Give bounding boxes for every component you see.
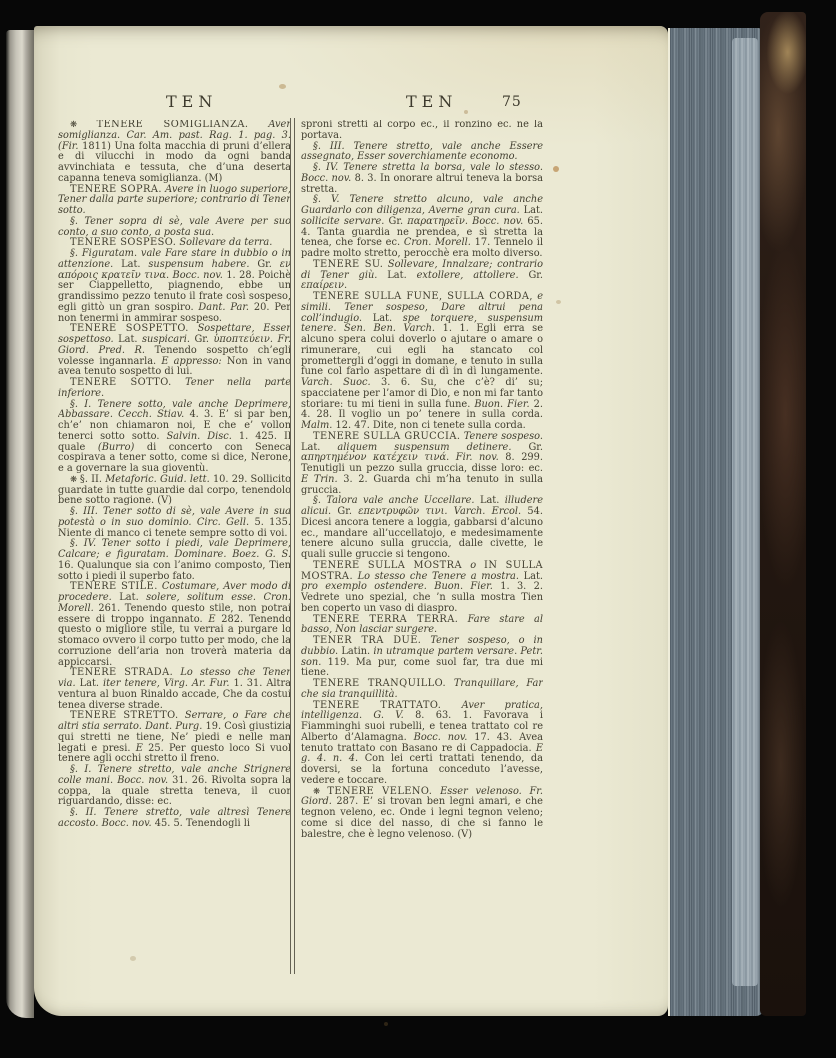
entry-headword: TENERE SOPRA. <box>70 183 162 195</box>
dictionary-paragraph <box>58 582 291 668</box>
entry-headword: TENERE VELENO. <box>327 785 433 797</box>
entry-headword: IN SULLA MOSTRA. <box>301 559 543 582</box>
text-run: Lo stesso che Tenere a mostra. <box>353 570 524 582</box>
dictionary-paragraph <box>301 561 543 615</box>
text-run: Lat. <box>79 678 103 689</box>
text-run: §. I. Tenere sotto, vale anche Deprimere, Abbassare. Cecch. Stiav. <box>58 398 291 421</box>
entry-headword: TENERE SOMIGLIANZA. <box>96 120 249 130</box>
text-run: 282. Tenendo questo o migliore stile, tu verrai a purgare lo stomaco ovvero il corpo tutto per modo, che la corruzione dell’aria non troverà materia da appiccarsi. <box>58 613 291 668</box>
text-run: §. V. Tenere stretto alcuno, vale anche Guardarlo con diligenza, Averne gran cura. <box>301 194 543 216</box>
entry-headword: TENERE TERRA TERRA. <box>313 613 459 625</box>
entry-headword: TENERE SU. <box>313 258 384 270</box>
text-column-left <box>58 120 291 972</box>
text-run: παρατηρεῖν. <box>407 215 473 227</box>
text-run: 16. Qualunque sia con l’animo composto, Tien sotto i piedi il superbo fato. <box>58 559 291 582</box>
text-run: in utramque partem versare. Petr. son. <box>301 645 543 668</box>
entry-headword: TENERE SOTTO. <box>70 377 172 388</box>
text-run: Bocc. nov. <box>472 215 528 227</box>
text-run: Tranquillare, Far che sia tranquillità. <box>301 678 543 700</box>
book-cover <box>760 12 806 1016</box>
text-run: §. IV. Tener sotto i piedi, vale Deprimere, Calcare; e figuratam. Dominare. Boez. G. S. <box>58 538 291 560</box>
text-run: Lat. <box>523 570 543 582</box>
dictionary-paragraph <box>58 378 291 400</box>
text-run: Esser velenoso. Fr. Giord. <box>301 785 543 808</box>
entry-headword: TENER TRA DUE. <box>313 635 422 646</box>
text-run: 3. 2. Guarda chi m’ha tenuto in sulla gruccia. <box>301 473 543 496</box>
text-column-right <box>301 120 543 972</box>
text-run: 10. 29. Sollicito guardate in tutte guardie dal corpo, tenendolo bene sotto ragione. (V) <box>58 473 291 507</box>
text-run: Fare stare al basso, Non lasciar surgere. <box>301 613 543 636</box>
text-run: Aver somiglianza. Car. Am. past. Rag. 1. pag. 3. (Fir. <box>58 120 291 152</box>
dictionary-paragraph <box>301 679 543 701</box>
book-page <box>34 26 668 1016</box>
text-run: Costumare, Aver modo di procedere. <box>58 581 291 603</box>
page-gutter-edge <box>6 30 34 1018</box>
text-run: Lat. <box>121 258 149 270</box>
text-run: suspicari. <box>141 334 195 345</box>
dictionary-paragraph <box>58 668 291 711</box>
text-run: 1. 425. Il quale <box>58 430 291 453</box>
dictionary-paragraph <box>58 765 291 808</box>
text-run: E <box>135 742 149 754</box>
text-run: 3. 6. Su, che c’è? di’ su; spacciatene per l’amor di Dio, e non mi far tanto storiare: tu mi tieni in sulla fune. <box>301 377 543 410</box>
dictionary-paragraph <box>58 185 291 217</box>
dictionary-paragraph <box>58 249 291 324</box>
fore-edge-light-band <box>732 38 758 986</box>
text-run: Sollevare, Innalzare; contrario di Tener giù. <box>301 258 543 281</box>
text-run: Fir. nov. <box>455 452 506 464</box>
text-run: ❋ <box>70 474 80 485</box>
text-run: επαίρειν. <box>301 280 348 292</box>
text-run: 4. 3. E’ si par ben, ch’e’ non chiamaron noi, E che e’ vollon tenerci sotto sotto. <box>58 409 291 442</box>
text-run: 17. 43. Avea tenuto trattato con Basano re di Cappadocia. <box>301 731 543 754</box>
text-run: 261. Tenendo questo stile, non potrai essere di troppo ingannato. <box>58 602 291 625</box>
text-run: Varch. Ercol. <box>453 506 528 517</box>
dictionary-paragraph <box>301 432 543 497</box>
text-run: Dant. Par. <box>198 301 254 313</box>
text-run: Buon. Fier. <box>474 398 534 410</box>
dictionary-paragraph <box>58 324 291 378</box>
text-run: §. III. Tenere stretto, vale anche Essere assegnato, Esser soverchiamente economo. <box>301 140 543 163</box>
text-run: Latin. <box>341 645 374 657</box>
text-run: Lat. <box>523 205 543 216</box>
text-run: Salvin. Disc. <box>166 430 239 442</box>
text-run: Malm. <box>301 420 336 431</box>
entry-headword: TENERE SOSPETTO. <box>70 323 189 335</box>
text-run: solere, solitum esse. Cron. Morell. <box>58 592 291 614</box>
text-run: §. Tener sopra di sè, vale Avere per suo conto, a suo conto, a posta sua. <box>58 215 291 238</box>
column-divider-rule <box>290 118 295 974</box>
text-run: Varch. Suoc. <box>301 377 382 388</box>
text-run: ὑποπτεύειν. <box>213 334 278 345</box>
text-run: ❋ <box>70 120 97 130</box>
text-run: e simili. Tener sospeso, Dare altrui pena coll’indugio. <box>301 291 543 324</box>
dictionary-paragraph <box>58 539 291 582</box>
text-run: 8. 299. Tenutigli un pezzo sulla gruccia, disse loro: ec. <box>301 452 543 474</box>
text-run: 31. 26. Rivolta sopra la coppa, la quale stretta teneva, il cuor riguardando, disse: ec. <box>58 774 291 808</box>
text-run: sproni stretti al corpo ec., il ronzino ec. ne la portava. <box>301 120 543 141</box>
text-run: Gr. <box>528 269 543 281</box>
text-run: Bocc. nov. <box>172 269 227 281</box>
dictionary-paragraph <box>301 292 543 432</box>
text-run: §. II. <box>79 473 106 485</box>
dictionary-paragraph <box>58 475 291 507</box>
text-run: Gr. <box>388 215 408 227</box>
text-run: Lat. <box>479 495 505 507</box>
text-run: 1. 1. Egli erra se alcuno spera colui doverlo o ajutare o amare o rimunerare, cui egli ha stancato col promettergli d’oggi in domane, e tenuto in sulla fune col farlo aspettare di dì in dì lungamente. <box>301 323 543 378</box>
text-run: 8. 3. In onorare altrui teneva la borsa stretta. <box>301 172 543 195</box>
text-run: 20. Per non tenermi in ammirar sospeso. <box>58 301 291 324</box>
text-run: 287. E’ si trovan ben legni amari, e che tegnon veleno, ec. Onde i legni tegnon veleno; come si dice del nasso, di che si fanno le balestre, che è legno velenoso. (V) <box>301 796 543 840</box>
entry-headword: TENERE SULLA MOSTRA <box>313 559 471 571</box>
foxing-spot <box>553 166 559 172</box>
text-run: Gr. <box>337 506 359 517</box>
dictionary-paragraph <box>301 195 543 260</box>
text-run: 1. 28. Poichè ser Ciappelletto, piagnendo, ebbe un grandissimo pezzo tenuto il frate così sospeso, egli gittò un gran sospiro. <box>58 269 291 313</box>
text-run: Cron. Morell. <box>403 237 475 249</box>
dictionary-paragraph <box>301 120 543 142</box>
text-run: απηρτημένον κατέχειν τινά. <box>301 452 456 464</box>
text-run: §. II. Tenere stretto, vale altresì Tenere accosto. Bocc. nov. <box>58 807 291 829</box>
text-run: 25. Per questo loco Si vuol tenere agli occhi stretto il freno. <box>58 742 291 765</box>
text-run: 119. Ma pur, come suol far, tra due mi tiene. <box>301 656 543 679</box>
text-run: Lat. <box>301 441 338 453</box>
text-run: pro exemplo ostendere. Buon. Fier. <box>301 581 501 593</box>
text-run: 5. 135. Niente di manco ci tenete sempre sotto di voi. <box>58 516 291 539</box>
text-run: 8. 63. 1. Favorava i Fiamminghi suoi rubelli, e tenea trattato col re Alberto d’Alamagna. <box>301 710 543 743</box>
dictionary-paragraph <box>301 787 543 841</box>
dictionary-paragraph <box>301 260 543 292</box>
text-run: Sollevare da terra. <box>176 237 273 249</box>
text-run: 1. 31. Altra ventura al buon Rinaldo accade, Che da costui tenea diverse strade. <box>58 678 291 711</box>
text-run: Lat. <box>372 312 403 324</box>
text-run: ❋ <box>313 786 328 797</box>
entry-headword: TENERE SULLA FUNE, SULLA CORDA, <box>313 291 533 302</box>
entry-headword: TENERE TRATTATO. <box>313 699 442 711</box>
dictionary-paragraph <box>58 507 291 539</box>
dictionary-paragraph <box>301 496 543 561</box>
text-run: 1. 3. 2. Vedrete uno spezial, che ’n sulla mostra Tien ben coperto un vaso di diaspro. <box>301 581 543 614</box>
dictionary-paragraph <box>301 701 543 787</box>
text-run: Bocc. nov. <box>413 731 475 743</box>
text-run: suspensum habere. <box>148 258 258 270</box>
text-run: Metaforic. Guid. lett. <box>105 473 213 485</box>
entry-headword: TENERE STILE. <box>70 581 158 593</box>
text-run: 12. 47. Dite, non ci tenete sulla corda. <box>335 420 526 431</box>
text-run: Gr. <box>528 441 543 453</box>
text-run: Avere in luogo superiore, Tener dalla parte superiore; contrario di Tener sotto. <box>58 183 291 216</box>
text-run: (Burro) <box>97 441 147 453</box>
entry-headword: TENERE STRADA. <box>70 667 174 679</box>
page-number: 75 <box>502 94 522 110</box>
text-run: Serrare, o Fare che altri stia serrato. Dant. Purg. <box>58 710 291 732</box>
text-run: E g. 4. n. 4. <box>301 742 543 765</box>
dictionary-paragraph <box>301 163 543 195</box>
foxing-spot <box>464 110 468 114</box>
text-run: extollere, attollere. <box>416 269 529 281</box>
text-run: sollicite servare. <box>301 215 389 227</box>
text-run: di concerto con Seneca cospirava a tener sotto, come si dice, Nerone, e a governare la sua gioventù. <box>58 441 291 474</box>
text-run: §. IV. Tenere stretta la borsa, vale lo stesso. Bocc. nov. <box>301 162 543 184</box>
text-run: Lo stesso che Tener via. <box>58 667 291 689</box>
text-run: Fr. Giord. Pred. R. <box>58 334 291 356</box>
text-run: 65. 4. Tanta guardia ne prendea, e sì stretta la tenea, che forse ec. <box>301 215 543 249</box>
text-run: Non in vano avea tenuto sospetto di lui. <box>58 355 291 378</box>
dictionary-paragraph <box>58 808 291 830</box>
entry-headword: TENERE TRANQUILLO. <box>313 678 447 689</box>
running-head-right: TEN <box>406 92 458 111</box>
text-run: E <box>208 613 222 625</box>
running-head-left: TEN <box>166 92 218 111</box>
text-run: επεντρυφῶν τινι. <box>358 506 454 517</box>
dictionary-paragraph <box>301 142 543 164</box>
text-run: §. III. Tener sotto di sè, vale Avere in sua potestà o in suo dominio. Circ. Gell. <box>58 506 291 528</box>
text-run: Tener sospeso, o in dubbio. <box>301 635 543 657</box>
dictionary-paragraph <box>58 217 291 239</box>
book-fore-edge <box>668 28 764 1016</box>
entry-headword: TENERE SULLA GRUCCIA. <box>313 430 461 442</box>
text-run: o <box>470 559 485 571</box>
text-run: Sospettare, Esser sospettoso. <box>58 323 291 345</box>
text-run: Tenere sospeso. <box>460 430 543 442</box>
foxing-spot <box>279 84 286 89</box>
dictionary-paragraph <box>301 636 543 679</box>
text-run: iter tenere, Virg. Ar. Fur. <box>102 678 234 689</box>
text-run: §. Figuratam. vale Fare stare in dubbio o in attenzione. <box>58 248 291 270</box>
entry-headword: TENERE SOSPESO. <box>70 237 177 249</box>
text-run: Tenendo sospetto ch’egli volesse ingannarla. <box>58 344 291 367</box>
entry-headword: TENERE STRETTO. <box>70 710 179 722</box>
text-run: εν απόροις κρατεῖν τινα. <box>58 258 291 281</box>
text-run: Gr. <box>194 334 214 345</box>
text-run: Con lei certi trattati tenendo, da doversi, se la fortuna conceduto l’avesse, vedere e toccare. <box>301 753 543 786</box>
foxing-spot <box>384 1022 388 1026</box>
dictionary-paragraph <box>58 400 291 475</box>
text-run: Lat. <box>119 592 147 603</box>
text-run: Gr. <box>257 258 280 270</box>
text-run: spe torquere, suspensum tenere. Sen. Ben. Varch. <box>301 312 543 335</box>
text-run: illudere alicui. <box>301 495 543 517</box>
text-run: §. I. Tenere stretto, vale anche Strignere colle mani. Bocc. nov. <box>58 764 291 786</box>
dictionary-paragraph <box>301 615 543 637</box>
text-run: 54. Dicesi ancora tenere a loggia, gabbarsi d’alcuno ec., mandare all’uccellatojo, e medesimamente tenere alcuno sulla gruccia, dalle civette, le quali sulle gruccie si tengono. <box>301 506 543 560</box>
dictionary-paragraph <box>58 711 291 765</box>
text-run: Lat. <box>118 334 142 345</box>
dictionary-paragraph <box>58 120 291 185</box>
text-run: §. Talora vale anche Uccellare. <box>313 495 480 507</box>
text-run: 1811) Una folta macchia di pruni d’ellera e di vilucchi in modo da ogni banda avvinchiata e tessuta, che d’una deserta capanna teneva somiglianza. (M) <box>58 140 291 184</box>
text-run: 17. Tennelo il padre molto stretto, perocchè era molto diverso. <box>301 237 543 259</box>
text-run: Lat. <box>387 269 417 281</box>
text-run: 2. 4. 28. Il voglio un po’ tenere in sulla corda. <box>301 398 543 421</box>
text-run: 45. 5. Tenendogli li <box>154 817 250 829</box>
text-run: E Trin. <box>301 473 344 485</box>
text-run: Aver pratica, intelligenza. G. V. <box>301 699 543 722</box>
text-run: E appresso: <box>161 355 227 367</box>
text-run: aliquem suspensum detinere. <box>337 441 529 453</box>
text-run: Tener nella parte inferiore. <box>58 377 291 399</box>
text-run: 19. Così giustizia qui stretti ne tiene, Ne’ piedi e nelle man legati e presi. <box>58 721 291 754</box>
